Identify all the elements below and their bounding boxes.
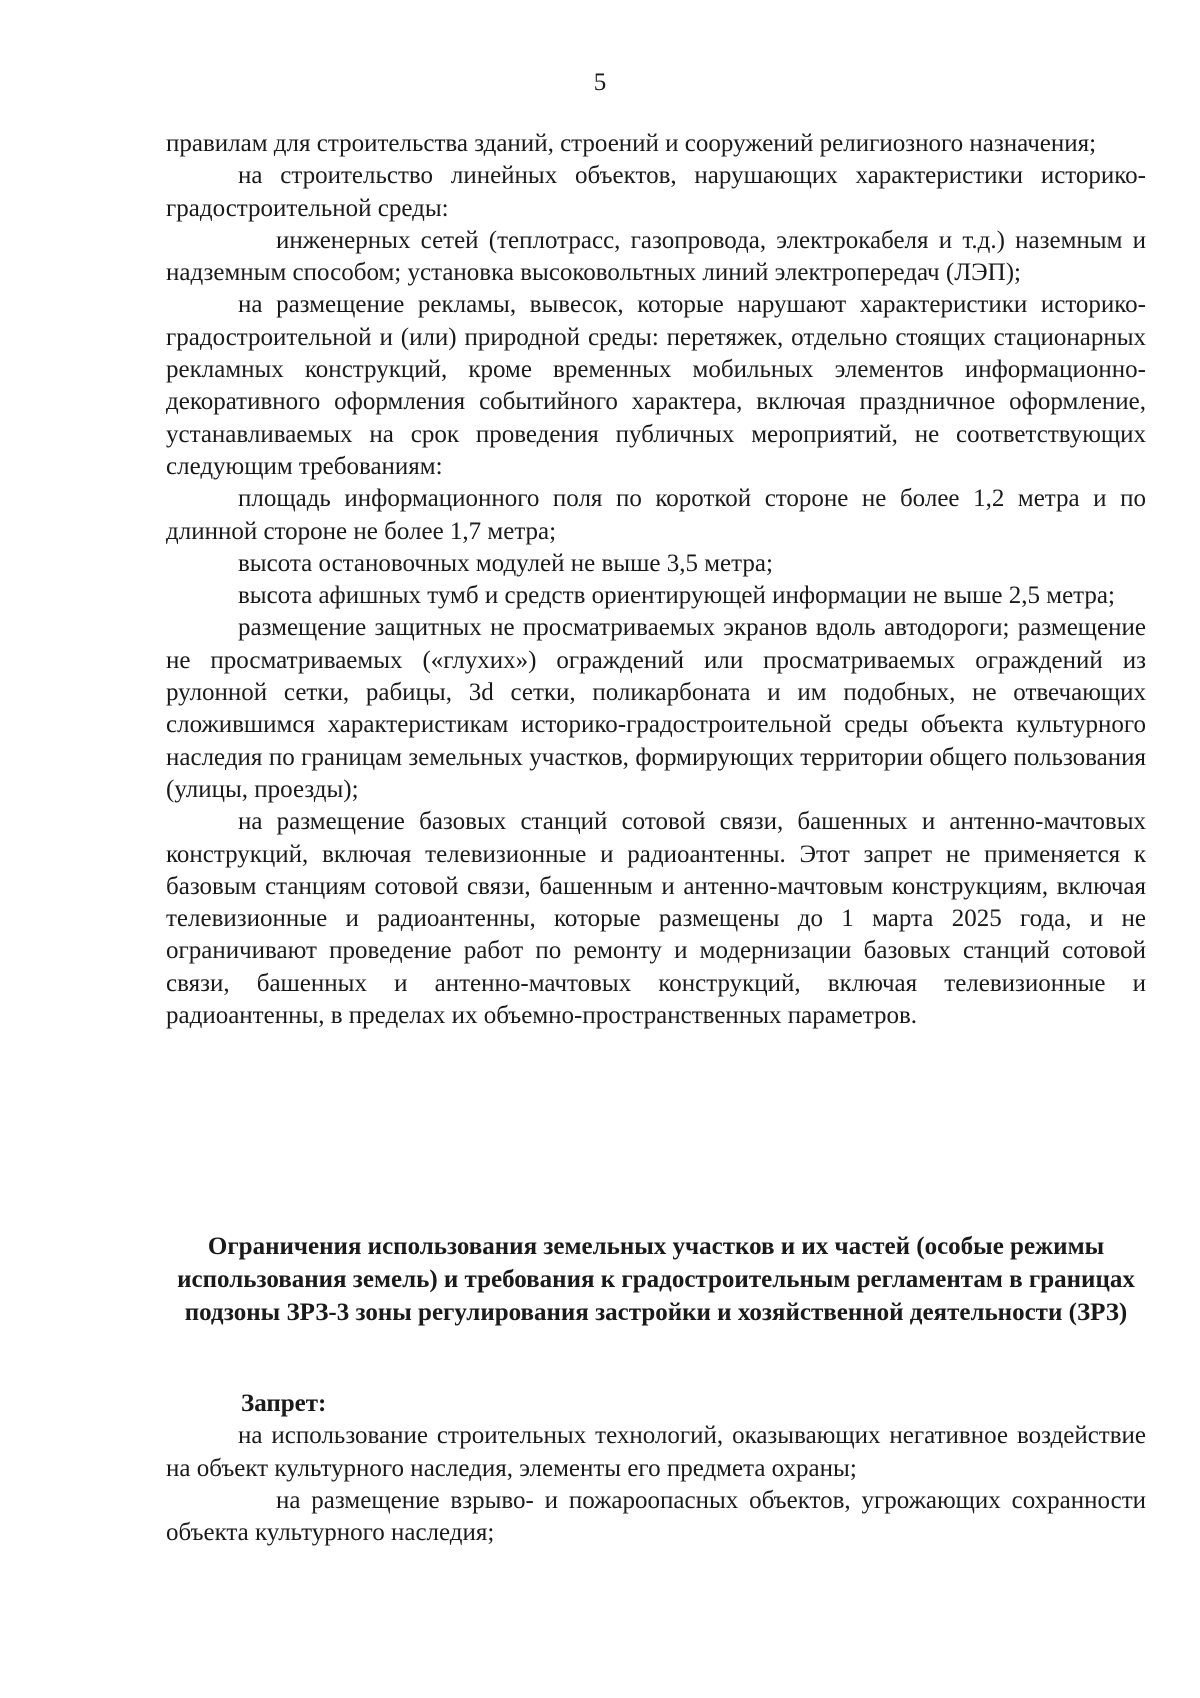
paragraph: высота остановочных модулей не выше 3,5 метра;	[238, 549, 773, 577]
paragraph: на размещение рекламы, вывесок, которые нарушают характеристики историко-градостроительной и (или) природной среды: перетяжек, отдельно стоящих стационарных рекламных конструкций, кроме временных мобильных элементов информационно-декоративного оформления событийного характера, включая праздничное оформление, устанавливаемых на срок проведения публичных мероприятий, не соответствующих следующим требованиям:	[166, 291, 1146, 480]
paragraph: инженерных сетей (теплотрасс, газопровода, электрокабеля и т.д.) наземным и надземным способом; установка высоковольтных линий электропередач (ЛЭП);	[166, 226, 1146, 287]
paragraph: на размещение взрыво- и пожароопасных объектов, угрожающих сохранности объекта культурного наследия;	[166, 1486, 1146, 1547]
paragraph: размещение защитных не просматриваемых экранов вдоль автодороги; размещение не просматриваемых («глухих») ограждений или просматриваемых ограждений из рулонной сетки, рабицы, 3d сетки, поликарбоната и им подобных, не отвечающих сложившимся характеристикам историко-градостроительной среды объекта культурного наследия по границам земельных участков, формирующих территории общего пользования (улицы, проезды);	[166, 614, 1146, 803]
page-number: 5	[593, 69, 607, 96]
paragraph: правилам для строительства зданий, строений и сооружений религиозного назначения;	[166, 130, 1097, 157]
section-body	[166, 1388, 1146, 1549]
paragraph: на размещение базовых станций сотовой связи, башенных и антенно-мачтовых конструкций, включая телевизионные и радиоантенны. Этот запрет не применяется к базовым станциям сотовой связи, башенным и антенно-мачтовым конструкциям, включая телевизионные и радиоантенны, которые размещены до 1 марта 2025 года, и не ограничивают проведение работ по ремонту и модернизации базовых станций сотовой связи, башенных и антенно-мачтовых конструкций, включая телевизионные и радиоантенны, в пределах их объемно-пространственных параметров.	[166, 808, 1146, 1030]
paragraph: высота афишных тумб и средств ориентирующей информации не выше 2,5 метра;	[238, 582, 1115, 610]
prohibition-label: Запрет:	[241, 1390, 327, 1417]
paragraph: площадь информационного поля по короткой стороне не более 1,2 метра и по длинной стороне не более 1,7 метра;	[166, 485, 1146, 545]
paragraph: на строительство линейных объектов, нарушающих характеристики историко-градостроительной среды:	[166, 162, 1146, 222]
section-title: Ограничения использования земельных участков и их частей (особые режимы использования земель) и требования к градостроительным регламентам в границах подзоны ЗРЗ-3 зоны регулирования застройки и хозяйственной деятельности (ЗРЗ)	[177, 1233, 1135, 1326]
paragraph: на использование строительных технологий, оказывающих негативное воздействие на объект культурного наследия, элементы его предмета охраны;	[166, 1422, 1146, 1482]
document-body	[166, 128, 1146, 1032]
